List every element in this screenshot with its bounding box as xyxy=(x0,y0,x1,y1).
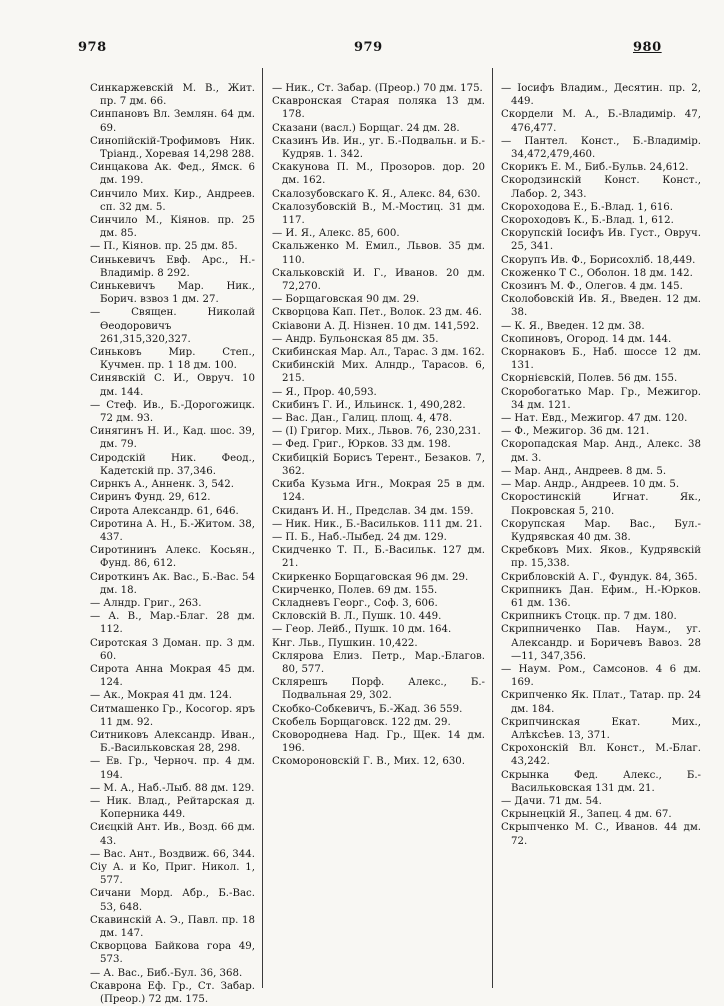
directory-entry: Скавронская Старая поляка 13 дм. 178. xyxy=(272,96,485,121)
directory-entry: Ситниковъ Александр. Иван., Б.-Васильковская 28, 298. xyxy=(90,729,255,755)
directory-entry: Скидченко Т. П., Б.-Васильк. 127 дм. 21. xyxy=(272,545,485,570)
directory-entry: Скрохонскій Вл. Конст., М.-Благ. 43,242. xyxy=(501,743,701,768)
directory-entry: Сичани Морд. Абр., Б.-Вас. 53, 648. xyxy=(90,888,255,913)
directory-entry: — Геор. Лейб., Пушк. 10 дм. 164. xyxy=(272,624,452,636)
directory-entry: Синкаржевскій М. В., Жит. пр. 7 дм. 66. xyxy=(90,83,255,108)
directory-entry: — Мар. Анд., Андреев. 8 дм. 5. xyxy=(501,465,667,477)
directory-entry: — Мар. Андр., Андреев. 10 дм. 5. xyxy=(501,479,680,491)
directory-entry: Синьковъ Мир. Степ., Кучмен. пр. 1 18 дм. 100. xyxy=(90,347,255,372)
directory-entry: Скороходовъ К., Б.-Влад. 1, 612. xyxy=(501,215,674,227)
page-number-center: 979 xyxy=(354,40,383,55)
directory-entry: Сказинъ Ив. Ин., уг. Б.-Подвальн. и Б.-Кудряв. 1. 342. xyxy=(272,135,485,161)
directory-entry: Скоробогатько Мар. Гр., Межигор. 34 дм. 121. xyxy=(501,386,701,411)
directory-entry: Скорнаковъ Б., Наб. шоссе 12 дм. 131. xyxy=(501,347,701,372)
directory-entry: Синцакова Ак. Фед., Ямск. 6 дм. 199. xyxy=(90,162,255,187)
directory-entry: Скалозубовскаго К. Я., Алекс. 84, 630. xyxy=(272,188,481,200)
directory-entry: — П., Кіянов. пр. 25 дм. 85. xyxy=(90,241,238,253)
directory-entry: Сковороднева Над. Гр., Щек. 14 дм. 196. xyxy=(272,729,485,755)
directory-entry: Скрипченко Як. Плат., Татар. пр. 24 дм. 184. xyxy=(501,690,701,715)
column-divider-right xyxy=(492,68,493,988)
directory-entry: — Нат. Евд., Межигор. 47 дм. 120. xyxy=(501,413,688,425)
directory-entry: — Ник. Влад., Рейтарская д. Коперника 449. xyxy=(90,795,255,821)
directory-entry: Синявскій С. И., Овруч. 10 дм. 144. xyxy=(90,373,255,398)
directory-entry: Скрипникъ Дан. Ефим., Н.-Юрков. 61 дм. 136. xyxy=(501,584,701,609)
directory-entry: Скальженко М. Емил., Львов. 35 дм. 110. xyxy=(272,241,485,266)
directory-entry: Складневъ Георг., Соф. 3, 606. xyxy=(272,597,438,609)
directory-entry: Сиєцкій Ант. Ив., Возд. 66 дм. 43. xyxy=(90,822,255,847)
directory-entry: Скиданъ И. Н., Предслав. 34 дм. 159. xyxy=(272,505,474,517)
directory-entry: Синькевичъ Мар. Ник., Борич. взвоз 1 дм. 27. xyxy=(90,281,255,306)
directory-entry: Сіу А. и Ко, Приг. Никол. 1, 577. xyxy=(90,861,255,887)
directory-entry: Сиродскій Ник. Феод., Кадетскій пр. 37,346. xyxy=(90,452,255,477)
directory-entry: — Алндр. Григ., 263. xyxy=(90,597,202,609)
directory-entry: Скоженко Т С., Оболон. 18 дм. 142. xyxy=(501,267,693,279)
directory-entry: Сиротина А. Н., Б.-Житом. 38, 437. xyxy=(90,518,255,543)
directory-entry: — Стеф. Ив., Б.-Дорогожицк. 72 дм. 93. xyxy=(90,399,255,425)
directory-entry: Скопиновъ, Огород. 14 дм. 144. xyxy=(501,333,672,345)
directory-entry: — И. Я., Алекс. 85, 600. xyxy=(272,228,400,240)
directory-entry: — М. А., Наб.-Лыб. 88 дм. 129. xyxy=(90,782,255,794)
directory-column-1 xyxy=(90,82,255,1006)
directory-entry: Скороходова Е., Б.-Влад. 1, 616. xyxy=(501,201,674,213)
directory-entry: — Я., Прор. 40,593. xyxy=(272,386,377,398)
directory-entry: — Ак., Мокрая 41 дм. 124. xyxy=(90,690,232,702)
directory-entry: Синягинъ Н. И., Кад. шос. 39, дм. 79. xyxy=(90,426,255,451)
directory-entry: Скорупская Мар. Вас., Бул.-Кудрявская 40 дм. 38. xyxy=(501,518,701,543)
directory-entry: Скобко-Собкевичъ, Б.-Жад. 36 559. xyxy=(272,703,463,715)
directory-entry: Скорупъ Ив. Ф., Борисохліб. 18,449. xyxy=(501,254,696,266)
directory-entry: Синчило Мих. Кир., Андреев. сп. 32 дм. 5. xyxy=(90,188,255,213)
directory-entry: Синькевичъ Евф. Арс., Н.-Владимір. 8 292. xyxy=(90,254,255,279)
directory-entry: — Дачи. 71 дм. 54. xyxy=(501,795,602,807)
directory-entry: Сиринъ Фунд. 29, 612. xyxy=(90,492,211,504)
directory-entry: Скрыпченко М. С., Иванов. 44 дм. 72. xyxy=(501,822,701,847)
directory-entry: Скрипчинская Екат. Мих., Алѣксѣев. 13, 371. xyxy=(501,716,701,741)
column-divider-left xyxy=(262,68,263,988)
directory-entry: Скибицкій Борисъ Терент., Безаков. 7, 362. xyxy=(272,452,485,477)
directory-entry: — Андр. Бульонская 85 дм. 35. xyxy=(272,333,439,345)
directory-entry: Скребковъ Мих. Яков., Кудрявскій пр. 15,338. xyxy=(501,545,701,570)
directory-entry: Склярова Елиз. Петр., Мар.-Благов. 80, 577. xyxy=(272,650,485,675)
directory-entry: Скакунова П. М., Прозоров. дор. 20 дм. 162. xyxy=(272,162,485,187)
directory-entry: Ситмашенко Гр., Косогор. яръ 11 дм. 92. xyxy=(90,703,255,728)
directory-entry: — А. В., Мар.-Благ. 28 дм. 112. xyxy=(90,611,255,636)
directory-entry: — Вас. Ант., Воздвиж. 66, 344. xyxy=(90,848,255,860)
directory-entry: Сиротская 3 Доман. пр. 3 дм. 60. xyxy=(90,637,255,662)
directory-entry: Скаврона Еф. Гр., Ст. Забар. (Преор.) 72 дм. 175. xyxy=(90,980,255,1006)
directory-entry: Синопійскій-Трофимовъ Ник. Тріанд., Хоревая 14,298 288. xyxy=(90,135,255,161)
directory-entry: Скибинскій Мих. Алндр., Тарасов. 6, 215. xyxy=(272,360,485,385)
directory-column-2 xyxy=(272,82,485,992)
directory-entry: Скозинъ М. Ф., Олегов. 4 дм. 145. xyxy=(501,281,683,293)
directory-entry: Сколобовскій Ив. Я., Введен. 12 дм. 38. xyxy=(501,294,701,319)
directory-entry: — Ев. Гр., Черноч. пр. 4 дм. 194. xyxy=(90,756,255,781)
directory-entry: — Ник. Ник., Б.-Васильков. 111 дм. 21. xyxy=(272,518,483,530)
directory-entry: Синчило М., Кіянов. пр. 25 дм. 85. xyxy=(90,215,255,240)
directory-entry: — Ф., Межигор. 36 дм. 121. xyxy=(501,426,650,438)
directory-entry: Скирченко, Полев. 69 дм. 155. xyxy=(272,584,438,596)
directory-entry: Скородзинскій Конст. Конст., Лабор. 2, 343. xyxy=(501,175,701,200)
directory-entry: Сирота Анна Мокрая 45 дм. 124. xyxy=(90,663,255,689)
directory-entry: — Наум. Ром., Самсонов. 4 6 дм. 169. xyxy=(501,663,701,689)
page-number-left: 978 xyxy=(78,40,107,55)
directory-entry: Скрипниченко Пав. Наум., уг. Александр. и Боричевъ Вавоз. 28—11, 347,356. xyxy=(501,624,701,662)
directory-entry: Скворцова Байкова гора 49, 573. xyxy=(90,941,255,966)
directory-entry: Сироткинъ Ак. Вас., Б.-Вас. 54 дм. 18. xyxy=(90,571,255,596)
directory-entry: — Священ. Николай Ѳеодоровичъ 261,315,320,327. xyxy=(90,307,255,345)
directory-entry: — Іосифъ Владим., Десятин. пр. 2, 449. xyxy=(501,83,701,108)
directory-entry: Синпановъ Вл. Землян. 64 дм. 69. xyxy=(90,109,255,134)
directory-entry: — (I) Григор. Мих., Львов. 76, 230,231. xyxy=(272,426,481,438)
directory-entry: Склярешъ Порф. Алекс., Б.-Подвальная 29, 302. xyxy=(272,677,485,702)
directory-entry: Скиркенко Борщаговская 96 дм. 29. xyxy=(272,571,469,583)
directory-entry: Сказани (васл.) Борщаг. 24 дм. 28. xyxy=(272,122,460,134)
directory-entry: — Борщаговская 90 дм. 29. xyxy=(272,294,420,306)
directory-entry: Скорнієвскій, Полев. 56 дм. 155. xyxy=(501,373,678,385)
directory-column-3 xyxy=(501,82,701,992)
directory-entry: Скрынецкій Я., Запец. 4 дм. 67. xyxy=(501,809,672,821)
directory-entry: Сирота Александр. 61, 646. xyxy=(90,505,239,517)
directory-entry: — П. Б., Наб.-Лыбед. 24 дм. 129. xyxy=(272,531,447,543)
directory-entry: Скоропадская Мар. Анд., Алекс. 38 дм. 3. xyxy=(501,439,701,464)
directory-entry: Сиротининъ Алекс. Косьян., Фунд. 86, 612. xyxy=(90,545,255,570)
directory-entry: — К. Я., Введен. 12 дм. 38. xyxy=(501,320,645,332)
directory-entry: Сирнкъ А., Анненк. 3, 542. xyxy=(90,479,235,491)
directory-entry: Скрынка Фед. Алекс., Б.-Васильковская 131 дм. 21. xyxy=(501,769,701,794)
page-number-right: 980 xyxy=(633,40,662,55)
directory-entry: Скобель Борщаговск. 122 дм. 29. xyxy=(272,716,451,728)
directory-entry: Скибинъ Г. И., Ильинск. 1, 490,282. xyxy=(272,399,466,411)
directory-entry: Скіавони А. Д. Нізнен. 10 дм. 141,592. xyxy=(272,320,480,332)
directory-entry: — Пантел. Конст., Б.-Владимір. 34,472,479,460. xyxy=(501,135,701,161)
directory-entry: Скловскій В. Л., Пушк. 10. 449. xyxy=(272,611,442,623)
directory-entry: Скавинскій А. Э., Павл. пр. 18 дм. 147. xyxy=(90,914,255,939)
directory-entry: Скальковскій И. Г., Иванов. 20 дм. 72,270. xyxy=(272,267,485,293)
directory-entry: Скрибловскій А. Г., Фундук. 84, 365. xyxy=(501,571,698,583)
directory-entry: — Фед. Григ., Юрков. 33 дм. 198. xyxy=(272,439,451,451)
directory-entry: — Вас. Дан., Галиц. площ. 4, 478. xyxy=(272,413,453,425)
directory-entry: Скоростинскій Игнат. Як., Покровская 5, 210. xyxy=(501,492,701,517)
directory-entry: Скворцова Кап. Пет., Волок. 23 дм. 46. xyxy=(272,307,482,319)
directory-entry: Скорикъ Е. М., Биб.-Бульв. 24,612. xyxy=(501,162,689,174)
directory-entry: Скиба Кузьма Игн., Мокрая 25 в дм. 124. xyxy=(272,479,485,504)
directory-entry: — Ник., Ст. Забар. (Преор.) 70 дм. 175. xyxy=(272,83,483,94)
directory-entry: — А. Вас., Биб.-Бул. 36, 368. xyxy=(90,967,243,979)
directory-entry: Скорупскій Іосифъ Ив. Густ., Овруч. 25, 341. xyxy=(501,228,701,253)
directory-entry: Скрипникъ Стоцк. пр. 7 дм. 180. xyxy=(501,611,677,623)
directory-entry: Скалозубовскій В., М.-Мостиц. 31 дм. 117. xyxy=(272,201,485,227)
directory-entry: Скордели М. А., Б.-Владимір. 47, 476,477. xyxy=(501,109,701,134)
directory-entry: Скомороновскій Г. В., Мих. 12, 630. xyxy=(272,756,466,768)
directory-entry: Скибинская Мар. Ал., Тарас. 3 дм. 162. xyxy=(272,347,485,359)
directory-entry: Кнг. Льв., Пушкин. 10,422. xyxy=(272,637,418,649)
